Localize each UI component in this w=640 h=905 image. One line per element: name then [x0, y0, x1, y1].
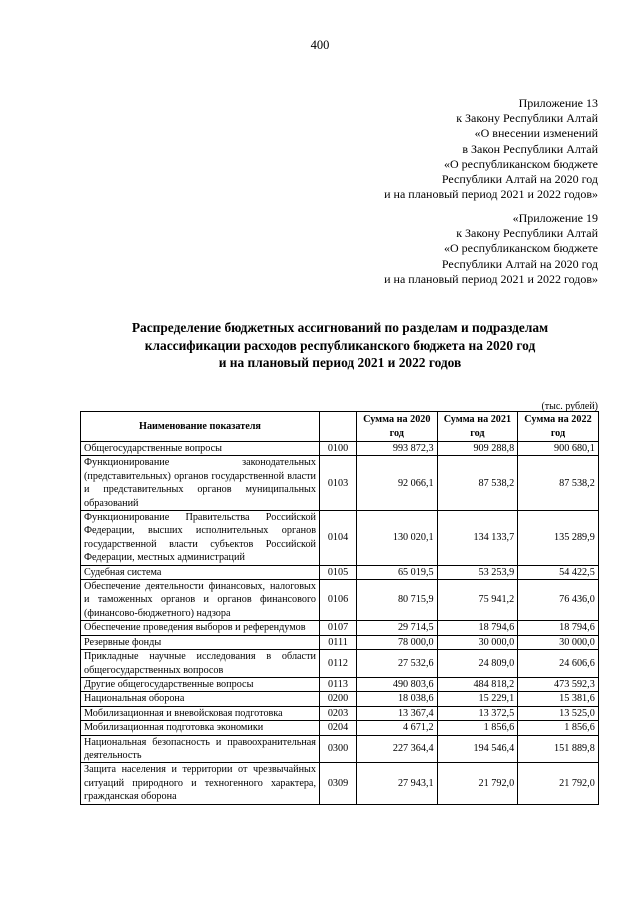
budget-table	[80, 411, 599, 805]
row-code: 0204	[320, 721, 357, 735]
appendix-line: Республики Алтай на 2020 год	[441, 172, 598, 187]
row-name: Другие общегосударственные вопросы	[81, 677, 320, 691]
row-2021-value: 75 941,2	[437, 580, 518, 621]
row-name: Мобилизационная подготовка экономики	[81, 721, 320, 735]
row-name: Общегосударственные вопросы	[81, 442, 320, 456]
title-line: Распределение бюджетных ассигнований по разделам и подразделам	[131, 320, 549, 335]
table-row	[81, 692, 599, 706]
appendix-line: к Закону Республики Алтай	[456, 111, 598, 126]
row-code: 0100	[320, 442, 357, 456]
row-code: 0200	[320, 692, 357, 706]
row-2021-value: 909 288,8	[437, 442, 518, 456]
appendix-heading-13	[384, 96, 598, 202]
row-2021-value: 484 818,2	[437, 677, 518, 691]
row-2020-value: 78 000,0	[357, 635, 438, 649]
row-code: 0103	[320, 456, 357, 511]
row-2021-value: 18 794,6	[437, 621, 518, 635]
appendix-line: «О республиканском бюджете	[443, 241, 598, 256]
row-code: 0300	[320, 735, 357, 763]
table-row	[81, 735, 599, 763]
row-2021-value: 87 538,2	[437, 456, 518, 511]
table-row	[81, 621, 599, 635]
appendix-line: «Приложение 19	[512, 211, 598, 225]
row-2020-value: 490 803,6	[357, 677, 438, 691]
row-name: Национальная безопасность и правоохранительная деятельность	[81, 735, 320, 763]
table-row	[81, 565, 599, 579]
row-2020-value: 27 943,1	[357, 763, 438, 804]
row-2020-value: 80 715,9	[357, 580, 438, 621]
appendix-line: и на плановый период 2021 и 2022 годов»	[384, 271, 598, 286]
row-2022-value: 1 856,6	[518, 721, 599, 735]
appendix-line: Республики Алтай на 2020 год	[441, 256, 598, 271]
row-code: 0113	[320, 677, 357, 691]
row-2020-value: 130 020,1	[357, 511, 438, 566]
row-2022-value: 900 680,1	[518, 442, 599, 456]
table-row	[81, 677, 599, 691]
table-row	[81, 763, 599, 804]
row-2020-value: 993 872,3	[357, 442, 438, 456]
row-name: Обеспечение деятельности финансовых, налоговых и таможенных органов и органов финансового (финансово-бюджетного) надзора	[81, 580, 320, 621]
row-2021-value: 24 809,0	[437, 650, 518, 678]
row-name: Судебная система	[81, 565, 320, 579]
row-name: Функционирование законодательных (представительных) органов государственной власти и представительных органов муниципальных образований	[81, 456, 320, 511]
table-row	[81, 650, 599, 678]
appendix-line: в Закон Республики Алтай	[462, 141, 598, 156]
row-code: 0309	[320, 763, 357, 804]
row-2022-value: 473 592,3	[518, 677, 599, 691]
table-row	[81, 580, 599, 621]
row-2020-value: 13 367,4	[357, 706, 438, 720]
row-code: 0107	[320, 621, 357, 635]
page-number: 400	[310, 38, 330, 52]
row-2022-value: 15 381,6	[518, 692, 599, 706]
row-code: 0104	[320, 511, 357, 566]
title-line: и на плановый период 2021 и 2022 годов	[218, 355, 462, 370]
document-title	[0, 319, 640, 372]
row-name: Прикладные научные исследования в области общегосударственных вопросов	[81, 650, 320, 678]
title-line: классификации расходов республиканского бюджета на 2020 год	[144, 337, 536, 353]
row-2022-value: 24 606,6	[518, 650, 599, 678]
table-row	[81, 721, 599, 735]
appendix-line: Приложение 13	[518, 96, 598, 110]
table-row	[81, 456, 599, 511]
row-2022-value: 54 422,5	[518, 565, 599, 579]
row-2021-value: 21 792,0	[437, 763, 518, 804]
row-2020-value: 18 038,6	[357, 692, 438, 706]
row-code: 0203	[320, 706, 357, 720]
row-code: 0106	[320, 580, 357, 621]
header-2022: Сумма на 2022 год	[518, 412, 599, 442]
table-row	[81, 706, 599, 720]
row-2021-value: 15 229,1	[437, 692, 518, 706]
header-2020: Сумма на 2020 год	[357, 412, 438, 442]
row-2020-value: 92 066,1	[357, 456, 438, 511]
row-2020-value: 227 364,4	[357, 735, 438, 763]
row-name: Мобилизационная и вневойсковая подготовка	[81, 706, 320, 720]
row-2022-value: 30 000,0	[518, 635, 599, 649]
row-name: Национальная оборона	[81, 692, 320, 706]
row-2021-value: 53 253,9	[437, 565, 518, 579]
row-2021-value: 13 372,5	[437, 706, 518, 720]
row-2020-value: 29 714,5	[357, 621, 438, 635]
row-2021-value: 134 133,7	[437, 511, 518, 566]
appendix-heading-19	[384, 211, 598, 287]
table-row	[81, 442, 599, 456]
table-header-row	[81, 412, 599, 442]
row-2022-value: 21 792,0	[518, 763, 599, 804]
row-2021-value: 1 856,6	[437, 721, 518, 735]
units-note: (тыс. рублей)	[541, 401, 598, 412]
row-2021-value: 194 546,4	[437, 735, 518, 763]
header-2021: Сумма на 2021 год	[437, 412, 518, 442]
row-name: Резервные фонды	[81, 635, 320, 649]
row-2020-value: 27 532,6	[357, 650, 438, 678]
table-row	[81, 635, 599, 649]
row-2022-value: 87 538,2	[518, 456, 599, 511]
appendix-line: «О республиканском бюджете	[443, 156, 598, 171]
row-2022-value: 13 525,0	[518, 706, 599, 720]
header-name: Наименование показателя	[81, 412, 320, 442]
appendix-line: «О внесении изменений	[474, 126, 598, 141]
row-2022-value: 151 889,8	[518, 735, 599, 763]
row-2022-value: 76 436,0	[518, 580, 599, 621]
row-name: Обеспечение проведения выборов и референдумов	[81, 621, 320, 635]
appendix-line: к Закону Республики Алтай	[456, 226, 598, 241]
row-code: 0105	[320, 565, 357, 579]
header-code	[320, 412, 357, 442]
row-name: Защита населения и территории от чрезвычайных ситуаций природного и техногенного характера, гражданская оборона	[81, 763, 320, 804]
row-2020-value: 4 671,2	[357, 721, 438, 735]
table-body	[81, 442, 599, 805]
row-2022-value: 135 289,9	[518, 511, 599, 566]
row-2021-value: 30 000,0	[437, 635, 518, 649]
row-code: 0112	[320, 650, 357, 678]
appendix-line: и на плановый период 2021 и 2022 годов»	[384, 187, 598, 202]
row-2020-value: 65 019,5	[357, 565, 438, 579]
row-code: 0111	[320, 635, 357, 649]
row-2022-value: 18 794,6	[518, 621, 599, 635]
row-name: Функционирование Правительства Российской Федерации, высших исполнительных органов государственной власти субъектов Российской Федерации, местных администраций	[81, 511, 320, 566]
table-row	[81, 511, 599, 566]
